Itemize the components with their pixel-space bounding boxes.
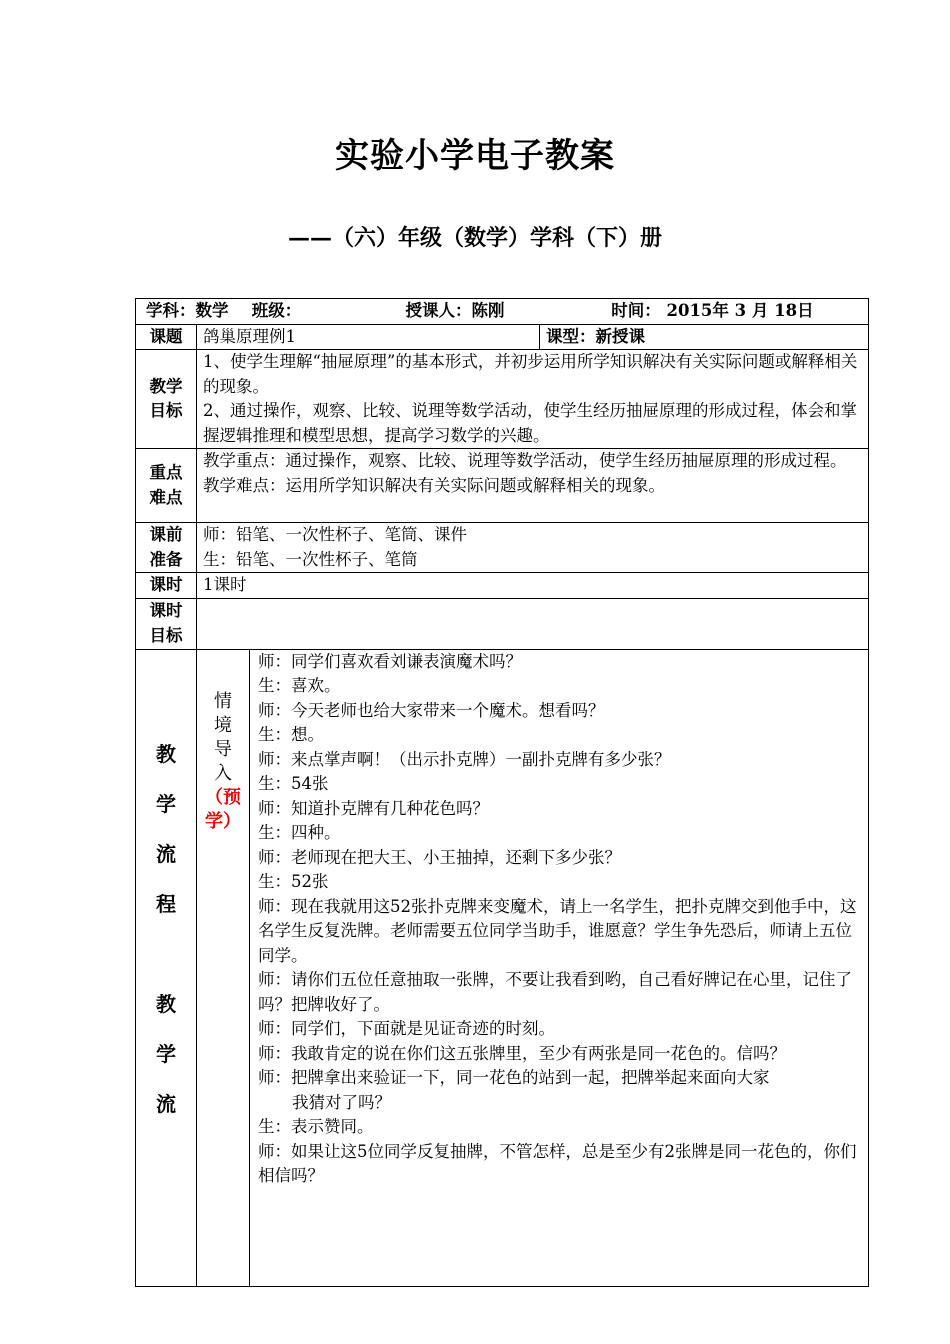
teaching-flow-label: 教 学 流 程 教 学 流 (136, 649, 197, 1286)
dialogue-line: 我猜对了吗？ (292, 1092, 391, 1112)
topic-row (136, 324, 869, 350)
key-points-label: 重点 难点 (136, 449, 197, 523)
dialogue-line: 师：现在我就用这52张扑克牌来变魔术，请上一名学生，把扑克牌交到他手中，这名学生反复洗牌。老师需要五位同学当助手，谁愿意？学生争先恐后，师请上五位同学。 (258, 896, 857, 965)
date-field: 时间： 2015年 3 月 18日 (611, 301, 814, 320)
key-point: 教学重点：通过操作，观察、比较、说理等数学活动，使学生经历抽屉原理的形成过程。 (203, 451, 847, 470)
hour-goals-row (136, 598, 869, 649)
topic-value: 鸽巢原理例1 (197, 324, 540, 350)
goals-row (136, 350, 869, 449)
dialogue-line: 生：想。 (258, 725, 324, 744)
dialogue-line: 师：同学们，下面就是见证奇迹的时刻。 (258, 1019, 555, 1038)
dialogue-line: 师：来点掌声啊！（出示扑克牌）一副扑克牌有多少张？ (258, 749, 671, 769)
class-field: 班级： (251, 301, 302, 320)
dialogue-line: 师：如果让这5位同学反复抽牌，不管怎样，总是至少有2张牌是同一花色的，你们相信吗？ (258, 1141, 857, 1185)
preparation-row (136, 523, 869, 573)
preparation-label: 课前 准备 (136, 523, 197, 573)
dialogue-line: 生：54张 (258, 774, 329, 793)
segment-label: 情 境 导 入 （预 学） (197, 649, 250, 1286)
dialogue-line: 师：把牌拿出来验证一下，同一花色的站到一起，把牌举起来面向大家 (258, 1068, 770, 1087)
preview-tag: （预 (205, 786, 241, 808)
dialogue-line: 师：老师现在把大王、小王抽掉，还剩下多少张？ (258, 847, 621, 867)
preparation-content (197, 523, 869, 573)
dialogue-line: 师：知道扑克牌有几种花色吗？ (258, 798, 489, 818)
dialogue-line: 生：表示赞同。 (258, 1117, 374, 1136)
class-hours-label: 课时 (136, 573, 197, 599)
class-hours-row (136, 573, 869, 599)
subject-field: 学科：数学 (146, 301, 229, 320)
goals-content (197, 350, 869, 449)
difficult-point: 教学难点：运用所学知识解决有关实际问题或解释相关的现象。 (203, 475, 665, 495)
teacher-field: 授课人：陈刚 (405, 301, 505, 320)
class-hours-value: 1课时 (197, 573, 869, 599)
topic-label: 课题 (136, 324, 197, 350)
lesson-type: 课型：新授课 (540, 324, 869, 350)
goals-label: 教学 目标 (136, 350, 197, 449)
header-row (136, 299, 869, 325)
key-points-row (136, 449, 869, 523)
goal-1: 1、使学生理解“抽屉原理”的基本形式，并初步运用所学知识解决有关实际问题或解释相关的现象。 (203, 352, 858, 396)
dialogue-content (250, 649, 869, 1286)
dialogue-line: 师：我敢肯定的说在你们这五张牌里，至少有两张是同一花色的。信吗？ (258, 1043, 786, 1063)
teaching-flow-row (136, 649, 869, 1286)
teacher-materials: 师：铅笔、一次性杯子、笔筒、课件 (203, 525, 467, 544)
lesson-plan-table (135, 298, 869, 1287)
dialogue-line: 师：请你们五位任意抽取一张牌，不要让我看到哟，自己看好牌记在心里，记住了吗？把牌收好了。 (258, 970, 852, 1014)
key-points-content (197, 449, 869, 523)
document-subtitle: ——（六）年级（数学）学科（下）册 (287, 225, 662, 251)
dialogue-line: 生：喜欢。 (258, 676, 341, 695)
document-title: 实验小学电子教案 (335, 136, 615, 176)
hour-goals-label: 课时 目标 (136, 598, 197, 649)
student-materials: 生：铅笔、一次性杯子、笔筒 (203, 549, 418, 569)
preview-tag: 学） (205, 810, 241, 832)
dialogue-line: 生：52张 (258, 872, 329, 891)
dialogue-line: 师：同学们喜欢看刘谦表演魔术吗？ (258, 651, 522, 671)
hour-goals-content (197, 598, 869, 649)
dialogue-line: 生：四种。 (258, 823, 341, 842)
goal-2: 2、通过操作，观察、比较、说理等数学活动，使学生经历抽屉原理的形成过程，体会和掌握逻辑推理和模型思想，提高学习数学的兴趣。 (203, 401, 857, 445)
dialogue-line: 师：今天老师也给大家带来一个魔术。想看吗？ (258, 700, 605, 720)
